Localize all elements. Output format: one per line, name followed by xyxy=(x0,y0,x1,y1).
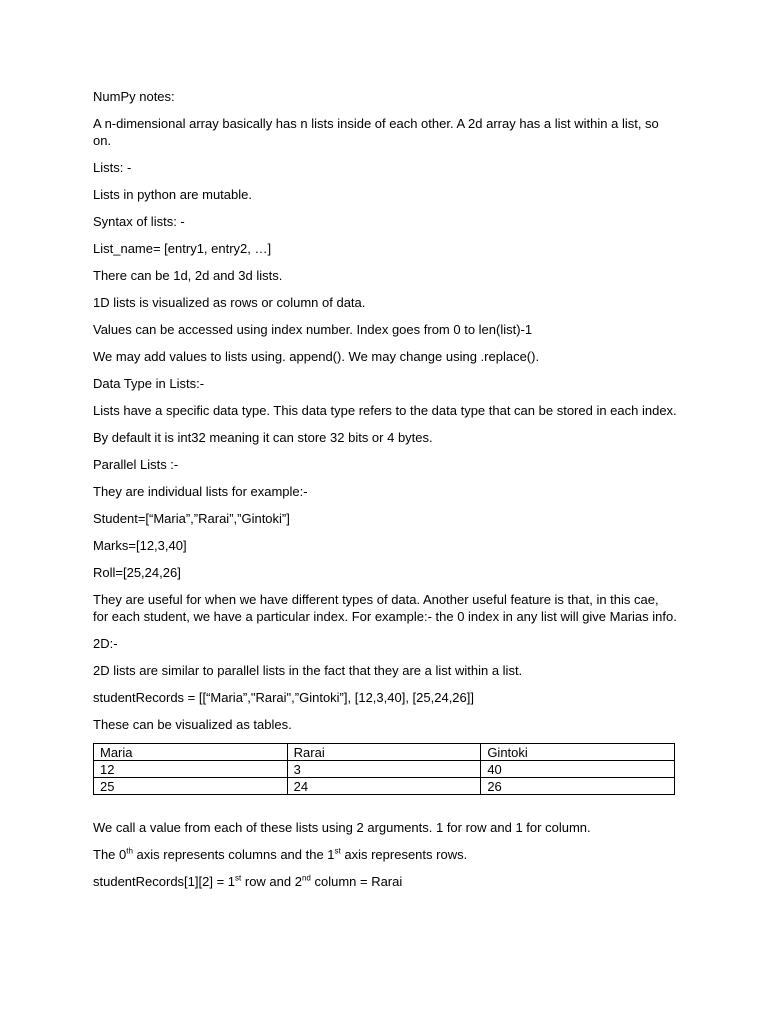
heading-parallel-lists: Parallel Lists :- xyxy=(93,457,179,472)
axis-text-1: The 0 xyxy=(93,847,127,862)
index-sup-st: st xyxy=(235,873,242,883)
index-sup-nd: nd xyxy=(301,873,311,883)
axis-sup-th: th xyxy=(126,846,133,856)
table-cell: 26 xyxy=(481,778,675,795)
table-row xyxy=(94,744,675,761)
document-page xyxy=(93,88,677,900)
table-cell: 25 xyxy=(94,778,288,795)
heading-data-type: Data Type in Lists:- xyxy=(93,376,205,391)
paragraph-1d-visualized: 1D lists is visualized as rows or column of data. xyxy=(93,295,366,310)
heading-lists: Lists: - xyxy=(93,160,132,175)
paragraph-ndarray: A n-dimensional array basically has n lists inside of each other. A 2d array has a list within a list, so on. xyxy=(93,116,659,148)
axis-text-3: axis represents rows. xyxy=(340,847,468,862)
paragraph-index: Values can be accessed using index number. Index goes from 0 to len(list)-1 xyxy=(93,322,533,337)
heading-numpy-notes: NumPy notes: xyxy=(93,89,175,104)
index-text-3: column = Rarai xyxy=(310,874,403,889)
paragraph-append: We may add values to lists using. append(). We may change using .replace(). xyxy=(93,349,540,364)
student-records-table xyxy=(93,743,675,795)
table-row xyxy=(94,761,675,778)
table-cell: 12 xyxy=(94,761,288,778)
heading-syntax: Syntax of lists: - xyxy=(93,214,185,229)
index-text-2: row and 2 xyxy=(241,874,302,889)
table-row xyxy=(94,778,675,795)
paragraph-visualized-tables: These can be visualized as tables. xyxy=(93,717,292,732)
paragraph-2d-similar: 2D lists are similar to parallel lists in the fact that they are a list within a list. xyxy=(93,663,523,678)
code-marks-list: Marks=[12,3,40] xyxy=(93,538,187,553)
paragraph-index-example xyxy=(93,873,677,890)
code-student-list: Student=[“Maria”,”Rarai”,”Gintoki”] xyxy=(93,511,290,526)
axis-sup-st: st xyxy=(334,846,341,856)
paragraph-data-type: Lists have a specific data type. This data type refers to the data type that can be stored in each index. xyxy=(93,403,677,418)
paragraph-call-value: We call a value from each of these lists using 2 arguments. 1 for row and 1 for column. xyxy=(93,820,591,835)
table-cell: Rarai xyxy=(287,744,481,761)
paragraph-useful: They are useful for when we have different types of data. Another useful feature is that, in this cae, for each student, we have a particular index. For example:- the 0 index in any list will give Marias info. xyxy=(93,592,677,624)
paragraph-axis xyxy=(93,846,677,863)
table-cell: 3 xyxy=(287,761,481,778)
paragraph-mutable: Lists in python are mutable. xyxy=(93,187,252,202)
paragraph-int32: By default it is int32 meaning it can store 32 bits or 4 bytes. xyxy=(93,430,433,445)
paragraph-dimensions: There can be 1d, 2d and 3d lists. xyxy=(93,268,283,283)
table-cell: Maria xyxy=(94,744,288,761)
code-roll-list: Roll=[25,24,26] xyxy=(93,565,181,580)
axis-text-2: axis represents columns and the 1 xyxy=(132,847,335,862)
table-cell: 40 xyxy=(481,761,675,778)
table-cell: Gintoki xyxy=(481,744,675,761)
paragraph-individual-lists: They are individual lists for example:- xyxy=(93,484,308,499)
table-cell: 24 xyxy=(287,778,481,795)
code-student-records: studentRecords = [[“Maria”,"Rarai",”Gintoki”], [12,3,40], [25,24,26]] xyxy=(93,690,474,705)
paragraph-syntax-example: List_name= [entry1, entry2, …] xyxy=(93,241,272,256)
heading-2d: 2D:- xyxy=(93,636,118,651)
index-text-1: studentRecords[1][2] = 1 xyxy=(93,874,236,889)
